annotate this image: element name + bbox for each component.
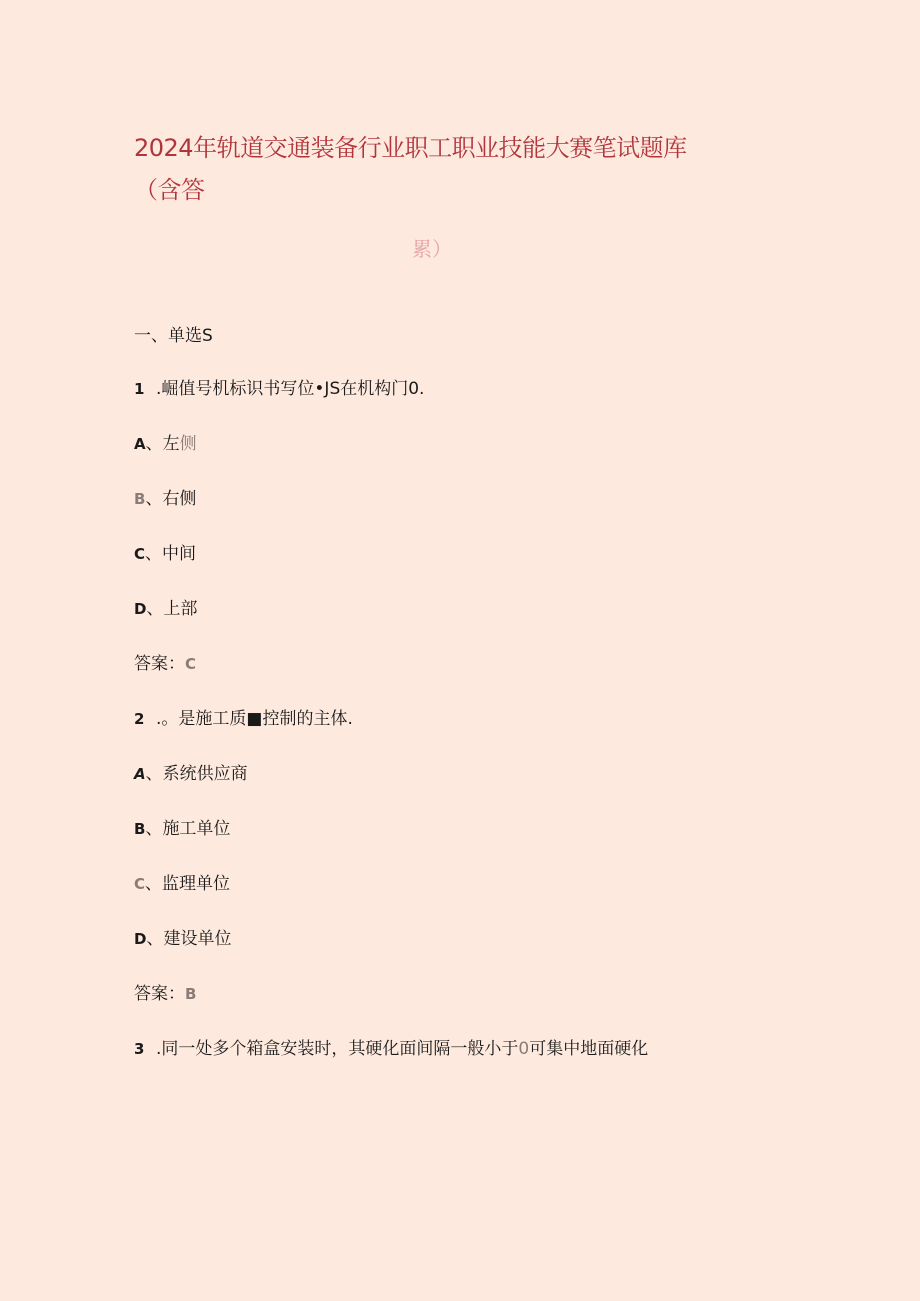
option-letter: D (134, 930, 147, 948)
document-title-line-2: （含答 (134, 176, 205, 204)
question-2-option-d (134, 927, 231, 951)
question-1-option-d (134, 597, 197, 621)
option-text-faded: 侧 (179, 434, 197, 454)
option-letter: A (134, 765, 146, 783)
question-1-option-c (134, 542, 196, 566)
question-1-option-b (134, 487, 196, 511)
question-1-answer (134, 652, 196, 676)
question-1 (134, 377, 424, 401)
option-separator: 、 (146, 929, 164, 949)
option-letter: D (134, 600, 147, 618)
option-separator: 、 (145, 874, 163, 894)
question-2 (134, 707, 353, 731)
question-1-option-a (134, 432, 197, 456)
answer-label: 答案： (134, 654, 185, 674)
option-text: 系统供应商 (162, 764, 248, 784)
answer-label: 答案： (134, 984, 185, 1004)
option-text: 右侧 (162, 489, 197, 509)
question-3-zero: 0 (518, 1039, 530, 1059)
question-3-text-part-1: .同一处多个箱盒安装时，其硬化面间隔一般小于 (156, 1039, 519, 1059)
option-separator: 、 (145, 434, 163, 454)
option-letter: C (134, 875, 146, 893)
document-title-line-1: 2024年轨道交通装备行业职工职业技能大赛笔试题库 (134, 134, 687, 162)
option-text: 中间 (162, 544, 197, 564)
option-separator: 、 (145, 489, 163, 509)
option-separator: 、 (145, 544, 163, 564)
question-3-text-part-2: 可集中地面硬化 (529, 1039, 649, 1059)
section-heading: 一、单选S (134, 326, 213, 346)
option-text: 施工单位 (162, 819, 231, 839)
option-letter: C (134, 545, 146, 563)
question-3-number: 3 (134, 1040, 145, 1058)
question-2-number: 2 (134, 710, 145, 728)
option-separator: 、 (146, 599, 164, 619)
question-2-answer (134, 982, 196, 1006)
answer-value: C (185, 655, 197, 673)
option-text: 左 (162, 434, 180, 454)
question-2-text: .。是施工质■控制的主体. (156, 709, 353, 729)
option-separator: 、 (145, 764, 163, 784)
question-2-option-a (134, 762, 248, 786)
question-1-text: .崛值号机标识书写位•JS在机构门0. (156, 379, 425, 399)
option-letter: A (134, 435, 146, 453)
question-3 (134, 1037, 648, 1061)
question-1-number: 1 (134, 380, 145, 398)
option-letter: B (134, 820, 146, 838)
option-letter: B (134, 490, 146, 508)
option-text: 建设单位 (163, 929, 232, 949)
answer-value: B (185, 985, 197, 1003)
question-2-option-c (134, 872, 230, 896)
option-text: 监理单位 (162, 874, 231, 894)
document-title-line-3: 累） (412, 237, 452, 261)
option-text: 上部 (163, 599, 198, 619)
option-separator: 、 (145, 819, 163, 839)
question-2-option-b (134, 817, 230, 841)
